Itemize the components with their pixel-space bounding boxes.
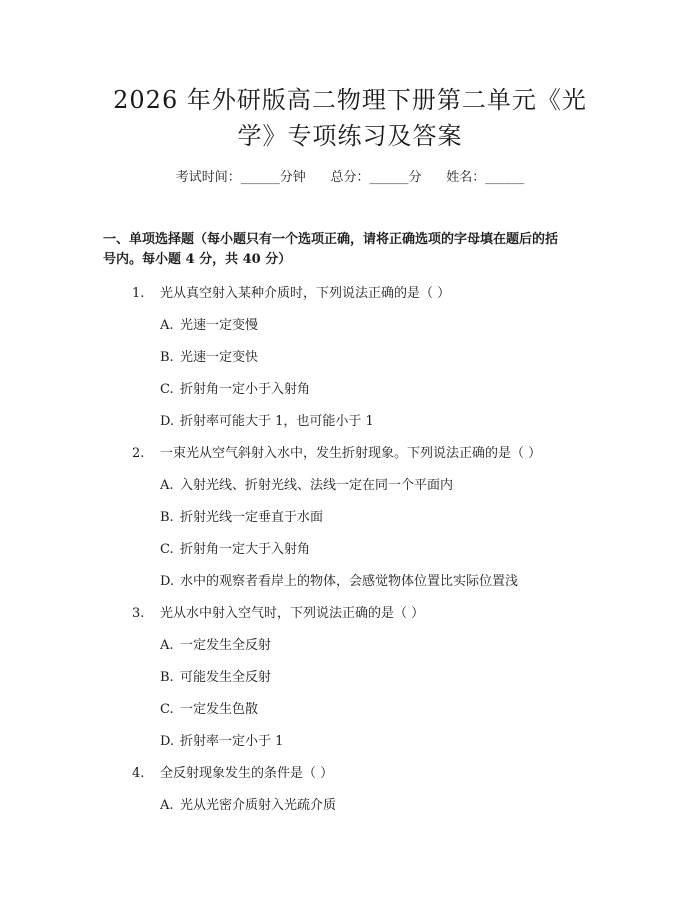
option-text: 一定发生色散: [180, 702, 259, 717]
option-text: 折射角一定小于入射角: [180, 382, 311, 397]
section-heading-line-2: 号内。每小题 4 分，共 40 分）: [103, 252, 292, 267]
option-text: 折射率可能大于 1，也可能小于 1: [180, 414, 374, 429]
option-text: 光速一定变快: [180, 350, 259, 365]
option-label: A.: [160, 478, 174, 493]
question-text: 光从真空射入某种介质时，下列说法正确的是（ ）: [160, 286, 451, 301]
document-title-line-1: 2026 年外研版高二物理下册第二单元《光: [113, 86, 587, 114]
option-text: 折射角一定大于入射角: [180, 542, 311, 557]
question-number: 3.: [132, 606, 145, 621]
document-title-line-2: 学》专项练习及答案: [237, 122, 463, 150]
option-label: A.: [160, 638, 174, 653]
option-text: 水中的观察者看岸上的物体，会感觉物体位置比实际位置浅: [180, 574, 519, 589]
option-label: C.: [160, 382, 174, 397]
option-label: D.: [160, 414, 175, 429]
option-text: 折射率一定小于 1: [180, 734, 284, 749]
option-text: 入射光线、折射光线、法线一定在同一个平面内: [180, 478, 454, 493]
question-number: 1.: [132, 286, 145, 301]
exam-info: 考试时间：______分钟 总分：______分 姓名：______: [175, 170, 525, 185]
option-label: A.: [160, 798, 174, 813]
option-label: B.: [160, 670, 174, 685]
option-label: D.: [160, 734, 175, 749]
section-heading-line-1: 一、单项选择题（每小题只有一个选项正确，请将正确选项的字母填在题后的括: [103, 232, 559, 247]
question-text: 光从水中射入空气时，下列说法正确的是（ ）: [160, 606, 425, 621]
question-text: 一束光从空气斜射入水中，发生折射现象。下列说法正确的是（ ）: [160, 446, 542, 461]
option-text: 折射光线一定垂直于水面: [180, 510, 324, 525]
option-label: C.: [160, 702, 174, 717]
option-label: B.: [160, 510, 174, 525]
question-number: 2.: [132, 446, 145, 461]
option-label: D.: [160, 574, 175, 589]
option-label: C.: [160, 542, 174, 557]
option-label: A.: [160, 318, 174, 333]
option-text: 一定发生全反射: [180, 638, 272, 653]
question-number: 4.: [132, 766, 145, 781]
option-label: B.: [160, 350, 174, 365]
option-text: 可能发生全反射: [180, 670, 272, 685]
option-text: 光从光密介质射入光疏介质: [180, 798, 337, 813]
option-text: 光速一定变慢: [180, 318, 259, 333]
question-text: 全反射现象发生的条件是（ ）: [160, 766, 334, 781]
